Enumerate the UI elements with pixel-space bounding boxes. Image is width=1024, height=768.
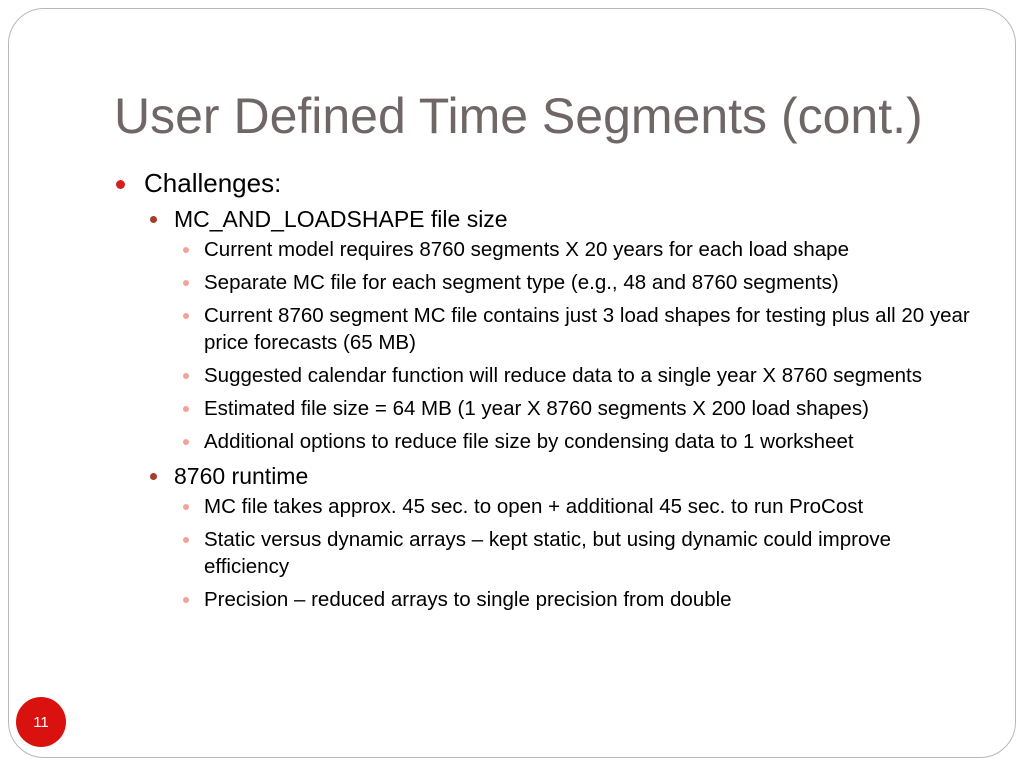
- list-item: Suggested calendar function will reduce data to a single year X 8760 segments: [174, 362, 974, 389]
- bullet-list-level3: [174, 236, 974, 455]
- slide-number-badge: [16, 697, 66, 747]
- list-item: Current 8760 segment MC file contains just 3 load shapes for testing plus all 20 year price forecasts (65 MB): [174, 302, 974, 356]
- list-item: Estimated file size = 64 MB (1 year X 8760 segments X 200 load shapes): [174, 395, 974, 422]
- bullet-runtime: [144, 461, 974, 613]
- bullet-list-level3: [174, 493, 974, 613]
- list-item: Current model requires 8760 segments X 20 years for each load shape: [174, 236, 974, 263]
- bullet-file-size: [144, 204, 974, 455]
- bullet-text: 8760 runtime: [174, 463, 309, 489]
- bullet-challenges: [114, 166, 974, 613]
- bullet-list-level1: [114, 166, 974, 613]
- list-item: Separate MC file for each segment type (e.g., 48 and 8760 segments): [174, 269, 974, 296]
- list-item: Precision – reduced arrays to single precision from double: [174, 586, 974, 613]
- bullet-text: MC_AND_LOADSHAPE file size: [174, 206, 508, 232]
- list-item: Static versus dynamic arrays – kept static, but using dynamic could improve efficiency: [174, 526, 974, 580]
- list-item: MC file takes approx. 45 sec. to open + additional 45 sec. to run ProCost: [174, 493, 974, 520]
- bullet-list-level2: [144, 204, 974, 613]
- slide-title: User Defined Time Segments (cont.): [114, 88, 923, 144]
- bullet-text: Challenges:: [144, 168, 282, 198]
- slide-content: [114, 166, 974, 619]
- slide-number: 11: [33, 713, 49, 731]
- list-item: Additional options to reduce file size by condensing data to 1 worksheet: [174, 428, 974, 455]
